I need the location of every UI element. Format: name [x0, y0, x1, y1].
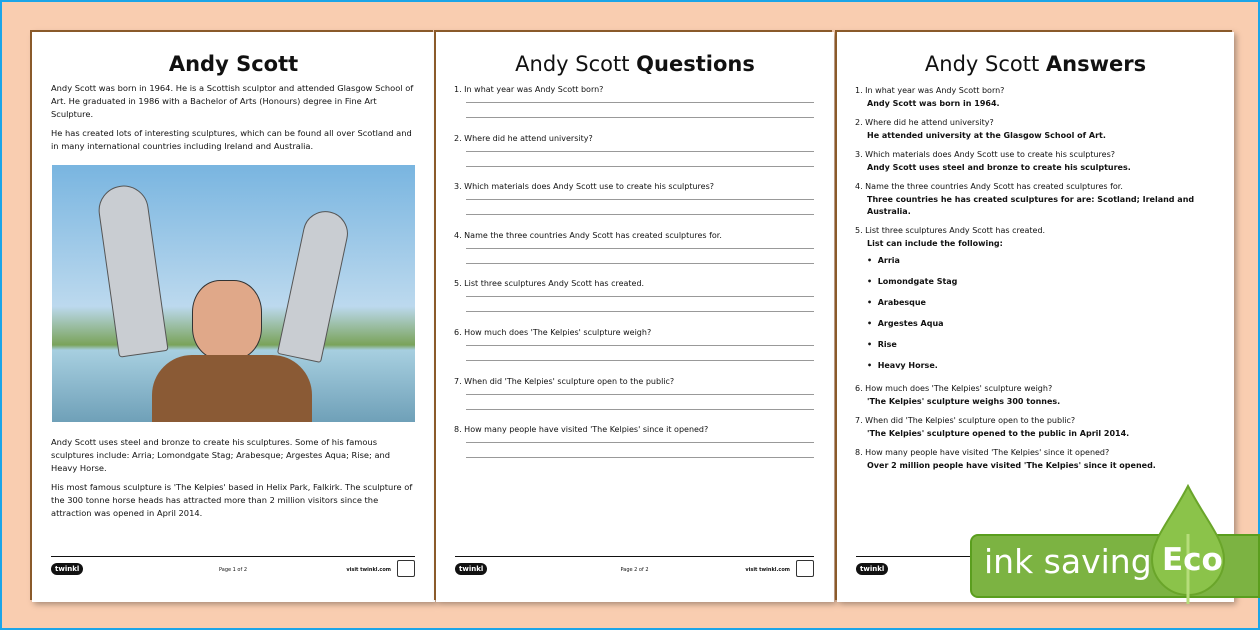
question-item — [454, 278, 814, 327]
answer-line[interactable] — [466, 346, 814, 361]
question-text: 6. How much does 'The Kelpies' sculpture weigh? — [855, 384, 1053, 393]
question-text: 7. When did 'The Kelpies' sculpture open to the public? — [855, 416, 1076, 425]
twinkl-logo: twinkl — [51, 563, 83, 575]
page-footer — [455, 556, 814, 578]
question-item — [454, 230, 814, 279]
visit-link[interactable]: visit twinkl.com — [346, 567, 391, 573]
question-item — [454, 376, 814, 425]
answer-text: Andy Scott uses steel and bronze to create his sculptures. — [867, 163, 1131, 172]
answer-line[interactable] — [466, 297, 814, 312]
question-text: 3. Which materials does Andy Scott use to create his sculptures? — [454, 182, 714, 192]
answer-text: List can include the following: — [867, 239, 1003, 248]
question-text: 6. How much does 'The Kelpies' sculpture weigh? — [454, 327, 652, 337]
page-title: Andy Scott Questions — [515, 52, 755, 76]
visit-link[interactable]: visit twinkl.com — [745, 567, 790, 573]
answer-text: He attended university at the Glasgow School of Art. — [867, 131, 1106, 140]
question-text: 1. In what year was Andy Scott born? — [454, 85, 604, 94]
twinkl-logo: twinkl — [856, 563, 888, 575]
bullet-item: • Argestes Aqua — [867, 319, 944, 328]
answer-item — [855, 224, 1214, 376]
answer-line[interactable] — [466, 387, 814, 395]
answer-item — [855, 148, 1214, 174]
bullet-item: • Lomondgate Stag — [867, 277, 958, 286]
answer-line[interactable] — [466, 435, 814, 443]
question-text: 4. Name the three countries Andy Scott has created sculptures for. — [855, 182, 1123, 191]
question-item — [454, 133, 814, 182]
bullet-item: • Arria — [867, 256, 900, 265]
page-questions — [436, 32, 834, 602]
question-text: 2. Where did he attend university? — [454, 133, 593, 143]
question-text: 8. How many people have visited 'The Kelpies' since it opened? — [855, 448, 1110, 457]
answer-text: Over 2 million people have visited 'The Kelpies' since it opened. — [867, 461, 1156, 470]
page-footer — [51, 556, 415, 578]
answer-item — [855, 84, 1214, 110]
quality-badge-icon — [397, 560, 415, 577]
question-item — [454, 327, 814, 376]
answer-line[interactable] — [466, 289, 814, 297]
question-item — [454, 181, 814, 230]
bullet-item: • Rise — [867, 340, 897, 349]
question-text: 5. List three sculptures Andy Scott has created. — [855, 226, 1046, 235]
paragraph: He has created lots of interesting sculptures, which can be found all over Scotland and in many international countries including Ireland and Australia. — [51, 128, 412, 151]
answer-line[interactable] — [466, 249, 814, 264]
question-text: 3. Which materials does Andy Scott use to create his sculptures? — [855, 150, 1115, 159]
paragraph: Andy Scott was born in 1964. He is a Scottish sculptor and attended Glasgow School of Art. He graduated in 1986 with a Bachelor of Arts (Honours) degree in Fine Art Sculpture. — [51, 83, 414, 119]
question-item — [454, 424, 814, 473]
quality-badge-icon — [796, 560, 814, 577]
bullet-item: • Arabesque — [867, 298, 926, 307]
answer-line[interactable] — [466, 200, 814, 215]
answer-text: 'The Kelpies' sculpture weighs 300 tonnes. — [867, 397, 1061, 406]
bullet-item: • Heavy Horse. — [867, 361, 938, 370]
answer-list — [855, 84, 1214, 472]
answer-item — [855, 180, 1214, 218]
answer-item — [855, 414, 1214, 440]
answer-line[interactable] — [466, 338, 814, 346]
ink-saving-label: ink saving — [984, 542, 1152, 581]
question-text: 4. Name the three countries Andy Scott has created sculptures for. — [454, 230, 722, 240]
twinkl-logo: twinkl — [455, 563, 487, 575]
page-reading — [32, 32, 435, 602]
paragraph: Andy Scott uses steel and bronze to create his sculptures. Some of his famous sculptures include: Arria; Lomondgate Stag; Arabesque; Argestes Aqua; Rise; and Heavy Horse. — [51, 437, 391, 473]
page-title: Andy Scott — [168, 52, 299, 76]
answer-text: Three countries he has created sculptures for are: Scotland; Ireland and Australia. — [867, 195, 1195, 216]
answer-line[interactable] — [466, 395, 814, 410]
answer-line[interactable] — [466, 241, 814, 249]
answer-line[interactable] — [466, 192, 814, 200]
answer-text: Andy Scott was born in 1964. — [867, 99, 1000, 108]
eco-label: Eco — [1162, 542, 1223, 578]
page-number: Page 1 of 2 — [218, 567, 248, 573]
answer-line[interactable] — [466, 95, 814, 103]
question-text: 5. List three sculptures Andy Scott has created. — [454, 279, 645, 289]
answer-text: 'The Kelpies' sculpture opened to the public in April 2014. — [867, 429, 1130, 438]
question-text: 8. How many people have visited 'The Kelpies' since it opened? — [454, 425, 709, 435]
paragraph: His most famous sculpture is 'The Kelpies' based in Helix Park, Falkirk. The sculpture of the 300 tonne horse heads has attracted more than 2 million visitors since the attraction was opened in April 2014. — [51, 482, 413, 518]
question-text: 7. When did 'The Kelpies' sculpture open to the public? — [454, 376, 675, 386]
question-item — [454, 84, 814, 133]
answer-item — [855, 382, 1214, 408]
kelpies-illustration — [52, 165, 415, 422]
answer-line[interactable] — [466, 103, 814, 118]
page-number: Page 2 of 2 — [620, 567, 649, 573]
question-text: 2. Where did he attend university? — [855, 118, 994, 127]
answer-line[interactable] — [466, 443, 814, 458]
question-list — [454, 84, 814, 473]
question-text: 1. In what year was Andy Scott born? — [855, 86, 1005, 95]
answer-line[interactable] — [466, 144, 814, 152]
answer-line[interactable] — [466, 152, 814, 167]
page-title: Andy Scott Answers — [924, 52, 1147, 76]
answer-item — [855, 446, 1214, 472]
answer-item — [855, 116, 1214, 142]
